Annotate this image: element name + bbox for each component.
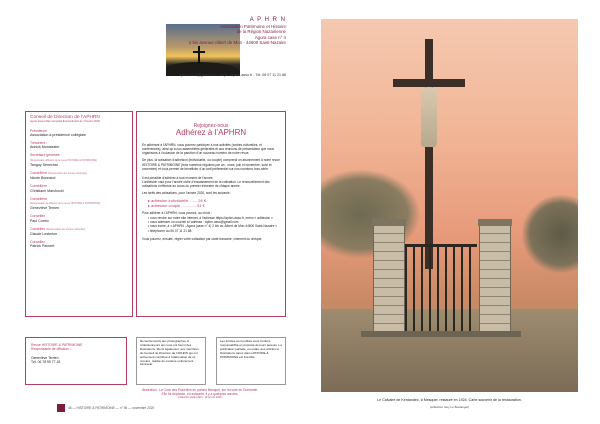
rights-notice-box [216,337,286,385]
join-paragraph: Pour adhérer à l’APHRN, vous pouvez, au choix : [142,211,212,216]
acknowledgements-box [136,337,206,385]
member-role-note: (Responsable des sorties culturelles) [46,227,86,231]
member-role-note: (Responsable des sorties culturelles) [47,172,88,176]
illustration-note-line: Elle fut déplacée, et restaurée, il y a quelques années. [161,392,239,396]
rights-notice-text: Les articles sont publiés sous l’entière responsabilité et propriété de leurs auteurs. La publication partielle, ou totale, des articles et illustrations parus dans HISTOIRE & PATRIMOINE est interdite. [220,339,282,359]
illustration-note-line: (collection particulière - photo de 2011) [177,396,223,399]
crucifix-figure [421,87,437,147]
org-full-name-2: de la Région Nazairienne [236,29,286,35]
acknowledgements-text: Remerciements aux photographes et collectionneurs qui nous ont fourni des illustrations. Merci également, aux membres du Conseil de Direction de l’APHRN qui ont activement contribué à l’élaboration de ce numéro, réalisé de manière entièrement bénévole. [140,339,199,367]
member-role-label: Présidence [30,128,47,133]
member-name: Association à présidence collégiale [30,132,86,137]
photo-caption: Le Calvaire de Kerdandec, à Mesquer, restauré en 1924. Carte souvenir de la restauration. [377,398,522,402]
stone-pillar-right [479,224,511,336]
pillar-cap [478,219,512,226]
membership-box [136,111,286,317]
member-role-label: Conseiller [30,214,46,219]
member-name: Annick Montassier [30,145,60,150]
join-paragraph: En adhérant à l’APHRN, vous pourrez participer à nos activités (sorties culturelles, et conférences), ainsi qu’à nos assemblées générales et aux réunions de présentation que nous organisons à l’occasion de la parution d’un nouveau numéro de notre revue. [142,143,275,156]
member-name: Tanguy Sénéchal [30,162,58,167]
join-way: • vous rendre sur notre site internet, à l’adresse https://aphrn-asso.fr, menu « adhésion » [148,216,273,221]
member-role-label: Conseillère [30,196,47,201]
member-name: Christiane Marchocki [30,188,64,193]
conseil-direction-box [25,111,133,317]
conseil-title: Conseil de Direction de l’APHRN [30,115,100,120]
fee-individual: ▸ adhésion individuelle ....... 26 € [148,198,207,204]
pillar-cap [372,219,406,226]
join-paragraph: De plus, la cotisation d’adhésion (individuelle, ou couple) comprend un abonnement à notre revue HISTOIRE & PATRIMOINE (trois numéros réguliers par an - mars, juin et novembre, suivi et novembre) et vous permet de bénéficier d’un tarif préférentiel sur nos numéros hors-série. [142,158,280,171]
join-title: Adhérez à l’APHRN [175,128,247,138]
org-short-name: A P H R N [249,17,286,23]
org-address: 2 bis avenue Albert de Mun - 44600 Saint-Nazaire [188,40,286,46]
join-paragraph: L’adhésion vaut pour l’année civile d’encaissement de la cotisation. Le renouvellement des cotisations s’effectue au cours du premier trimestre de chaque année. [142,179,270,188]
member-role-label: Conseiller [30,240,46,245]
revue-title: Revue HISTOIRE & PATRIMOINE [31,343,83,347]
revue-distribution-box [25,337,127,385]
member-name: Geneviève Terrien [30,206,60,211]
join-paragraph: Vous pourrez, ensuite, régler votre cotisation par carte bancaire, virement ou chèque. [142,236,263,241]
member-role [30,153,128,162]
stone-base [361,331,521,337]
org-agora: Agora case n° 4 [254,34,286,40]
calvary-photo [321,19,578,392]
member-role-note: (Responsable de diffusion de la revue HISTOIRE & PATRIMOINE) [30,202,101,206]
stone-pillar-left [373,224,405,336]
member-name: Paul Correc [30,218,49,223]
revue-responsible-label: Responsable de diffusion : [31,347,71,352]
member-name: Claude Lesterlon [30,232,58,237]
member-role [30,197,128,206]
member-role-label: Conseillère [30,184,47,189]
join-subtitle: Rejoignez-nous [193,123,229,129]
member-role-label: Conseiller [30,226,46,231]
revue-responsible-tel: Tél. 06 78 95 77 18 [31,360,61,365]
cross-icon-arm [193,51,205,53]
member-role-label: Conseillère [30,171,47,176]
org-contact-line: aphrn.asso@gmail.com - https://aphrn-asso.fr - Tél. 06 07 11 21 88 [179,73,286,77]
photo-credit: (collection Guy Le Boulanger) [429,405,470,409]
iron-gate [405,244,477,337]
member-name: Nicole Bonnaud [30,176,56,181]
revue-responsible-name: Geneviève Terrien [31,355,59,360]
cross-icon [198,46,200,64]
join-way: • nous adresser un courriel à l’adresse : aphrn.asso@gmail.com [148,220,239,225]
org-full-name-1: Association Patrimoine et Histoire [220,23,286,29]
tree-shape [521,194,578,274]
member-role-label: Secrétaire générale [30,153,60,158]
fee-couple: ▸ adhésion couple ............. 31 € [148,203,205,209]
association-header [116,18,286,46]
join-way: • nous écrire, à « APHRN - Agora (case n° 4) 2 bis av. Albert de Mun 44600 Saint-Nazaire » [148,224,278,229]
join-paragraph: Il est possible d’adhérer à tout moment de l’année. [142,175,214,180]
conseil-subtitle: (après Assemblée Générale Extraordinaire du 7 février 2020) [30,120,101,124]
member-role-note: (Responsable diffusion de la revue HISTOIRE & PATRIMOINE) [30,158,97,162]
page-folio: 46 — HISTOIRE & PATRIMOINE — n° 98 — novembre 2020 [68,406,155,410]
member-name: Patrick Pauvert [30,244,55,249]
join-way: • téléphoner au 06 07 11 21 88 [148,228,192,233]
calvary-cross-pole [425,39,433,269]
calvary-cross-arm [393,79,465,87]
illustration-note-line: Illustration : La Croix des Pionnilles en portant Mesquer, sur la route de Guérande. [141,388,259,392]
member-role-label: Trésorière : [30,141,48,146]
cover-illustration-note [110,388,290,400]
join-paragraph: Les tarifs des cotisations, pour l’année 2020, sont les suivants : [142,191,232,196]
folio-square-icon [57,404,65,412]
